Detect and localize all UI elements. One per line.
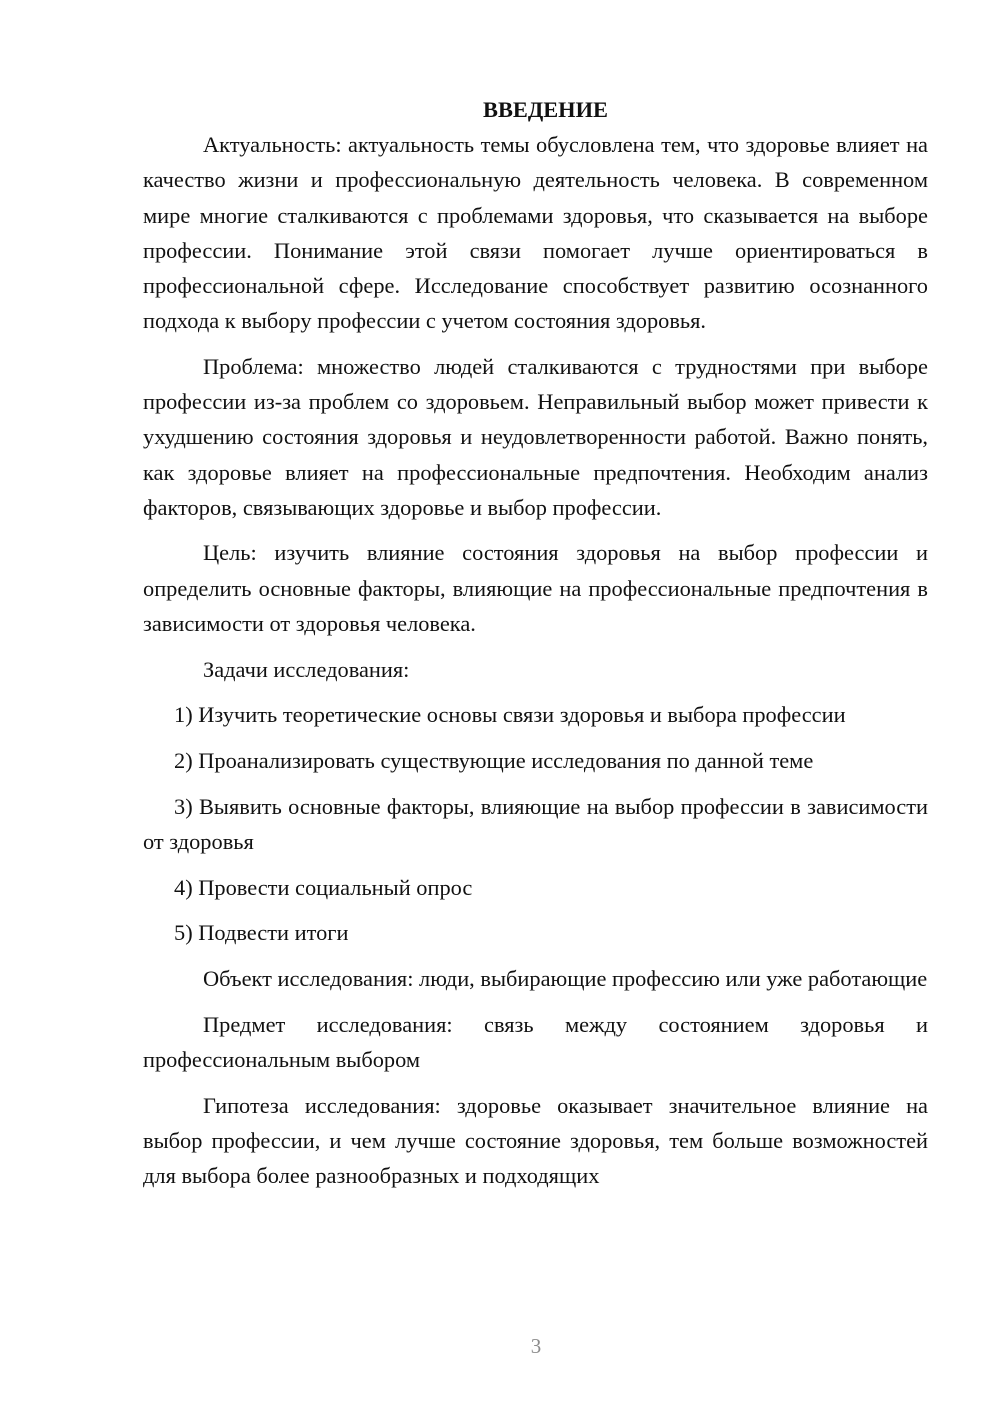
page-number: 3 (530, 1334, 542, 1358)
task-item: 3) Выявить основные факторы, влияющие на выбор профессии в зависимости от здоровья (143, 793, 928, 854)
task-item: 4) Провести социальный опрос (174, 874, 473, 900)
task-item: 1) Изучить теоретические основы связи здоровья и выбора профессии (174, 702, 846, 728)
object-paragraph: Объект исследования: люди, выбирающие профессию или уже работающие (203, 965, 928, 991)
relevance-paragraph: Актуальность: актуальность темы обусловлена тем, что здоровье влияет на качество жизни и профессиональную деятельность человека. В современном мире многие сталкиваются с проблемами здоровья, что сказывается на выборе профессии. Понимание этой связи помогает лучше ориентироваться в профессиональной сфере. Исследование способствует развитию осознанного подхода к выбору профессии с учетом состояния здоровья. (143, 132, 928, 334)
task-item: 2) Проанализировать существующие исследования по данной теме (174, 747, 814, 773)
goal-paragraph: Цель: изучить влияние состояния здоровья на выбор профессии и определить основные факторы, влияющие на профессиональные предпочтения в зависимости от здоровья человека. (143, 540, 928, 636)
subject-paragraph: Предмет исследования: связь между состоянием здоровья и профессиональным выбором (143, 1011, 928, 1072)
hypothesis-paragraph: Гипотеза исследования: здоровье оказывает значительное влияние на выбор профессии, и чем лучше состояние здоровья, тем больше возможностей для выбора более разнообразных и подходящих (143, 1092, 928, 1188)
document-page (143, 92, 928, 1193)
problem-paragraph: Проблема: множество людей сталкиваются с трудностями при выборе профессии из-за проблем со здоровьем. Неправильный выбор может привести к ухудшению состояния здоровья и неудовлетворенности работой. Важно понять, как здоровье влияет на профессиональные предпочтения. Необходим анализ факторов, связывающих здоровье и выбор профессии. (143, 353, 928, 520)
tasks-title: Задачи исследования: (203, 656, 410, 682)
task-item: 5) Подвести итоги (174, 920, 349, 946)
page-title: ВВЕДЕНИЕ (483, 97, 608, 122)
